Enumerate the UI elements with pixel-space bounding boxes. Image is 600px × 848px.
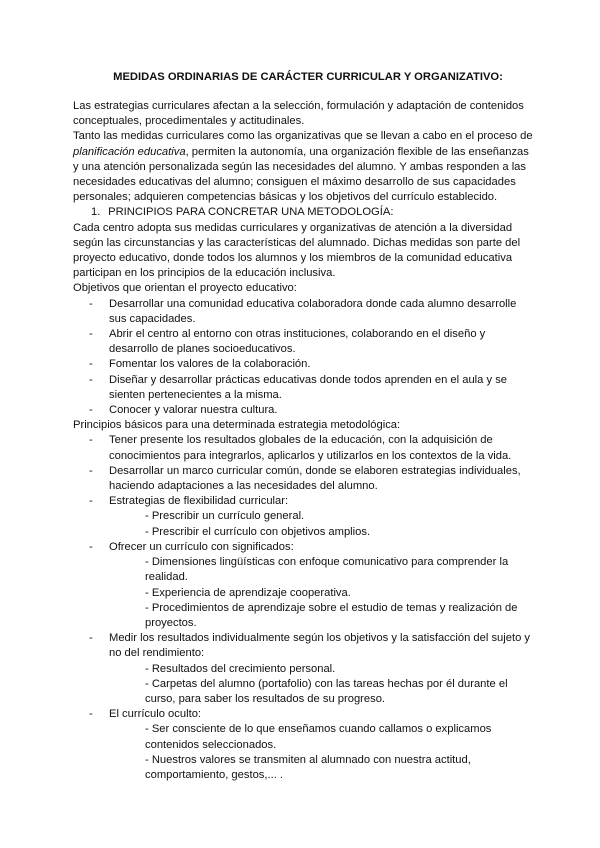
list-item-text: - Estrategias de flexibilidad curricular: — [109, 495, 289, 508]
sub-list — [73, 722, 533, 783]
objetivos-list — [73, 297, 533, 419]
list-item: - Medir los resultados individualmente según los objetivos y la satisfacción del sujeto y no del rendimiento: — [73, 631, 533, 661]
principios-heading: Principios básicos para una determinada estrategia metodológica: — [73, 419, 401, 432]
intro-p2-start: Tanto las medidas curriculares como las organizativas que se llevan a cabo en el proceso de — [73, 130, 533, 143]
sub-list — [73, 509, 533, 539]
sub-list-item: - Dimensiones lingüísticas con enfoque comunicativo para comprender la realidad. — [145, 556, 509, 584]
section-1-number: 1. — [91, 206, 101, 219]
intro-paragraph-2 — [73, 129, 533, 205]
section-1-heading-text: PRINCIPIOS PARA CONCRETAR UNA METODOLOGÍA: — [108, 206, 394, 219]
principios-list — [73, 433, 533, 509]
intro-p2-end: , permiten la autonomía, una organización flexible de las enseñanzas y una atención personalizada según las necesidades del alumno. Y ambas responden a las necesidades educativas del alumno; consiguen el máximo desarrollo de sus capacidades personales; adquieren competencias básicas y los objetivos del currículo establecido. — [73, 145, 529, 204]
sub-list-item: - Procedimientos de aprendizaje sobre el estudio de temas y realización de proyectos. — [145, 601, 518, 629]
list-item: - Fomentar los valores de la colaboración. — [73, 357, 533, 372]
sub-list — [73, 662, 533, 708]
list-item — [73, 494, 533, 509]
sub-list-item: - Experiencia de aprendizaje cooperativa. — [145, 586, 351, 599]
objetivos-heading: Objetivos que orientan el proyecto educativo: — [73, 282, 297, 295]
list-item: - Diseñar y desarrollar prácticas educativas donde todos aprenden en el aula y se sienten pertenecientes a la misma. — [73, 373, 533, 403]
sub-list-item: - Ser consciente de lo que enseñamos cuando callamos o explicamos contenidos seleccionados. — [145, 723, 492, 751]
intro-p2-emphasis: planificación educativa — [73, 145, 186, 158]
document-title: MEDIDAS ORDINARIAS DE CARÁCTER CURRICULAR Y ORGANIZATIVO: — [113, 71, 503, 83]
principios-list-cont — [73, 707, 533, 722]
sub-list-item: - Resultados del crecimiento personal. — [145, 662, 336, 675]
section-1-paragraph: Cada centro adopta sus medidas curriculares y organizativas de atención a la diversidad según las circunstancias y las características del alumnado. Dichas medidas son parte del proyecto educativo, donde todos los alumnos y los miembros de la comunidad educativa participan en los principios de la educación inclusiva. — [73, 221, 521, 280]
document-body — [73, 70, 533, 783]
intro-paragraph-1: Las estrategias curriculares afectan a la selección, formulación y adaptación de contenidos conceptuales, procedimentales y actitudinales. — [73, 100, 524, 128]
list-item: - Desarrollar una comunidad educativa colaboradora donde cada alumno desarrolle sus capacidades. — [73, 297, 533, 327]
sub-list-item: - Nuestros valores se transmiten al alumnado con nuestra actitud, comportamiento, gestos,... . — [145, 753, 471, 781]
list-item: - Conocer y valorar nuestra cultura. — [73, 403, 533, 418]
list-item: - Tener presente los resultados globales de la educación, con la adquisición de conocimientos para integrarlos, aplicarlos y utilizarlos en los contextos de la vida. — [73, 433, 533, 463]
sub-list-item: - Prescribir el currículo con objetivos amplios. — [145, 525, 371, 538]
sub-list-item: - Prescribir un currículo general. — [145, 510, 305, 523]
principios-list-cont — [73, 540, 533, 555]
list-item: - El currículo oculto: — [73, 707, 533, 722]
list-item: - Abrir el centro al entorno con otras instituciones, colaborando en el diseño y desarrollo de planes socioeducativos. — [73, 327, 533, 357]
list-item: - Desarrollar un marco curricular común, donde se elaboren estrategias individuales, haciendo adaptaciones a las necesidades del alumno. — [73, 464, 533, 494]
section-1-heading — [73, 205, 533, 220]
principios-list-cont — [73, 631, 533, 661]
list-item: - Ofrecer un currículo con significados: — [73, 540, 533, 555]
sub-list-item: - Carpetas del alumno (portafolio) con las tareas hechas por él durante el curso, para saber los resultados de su progreso. — [145, 677, 508, 705]
sub-list — [73, 555, 533, 631]
